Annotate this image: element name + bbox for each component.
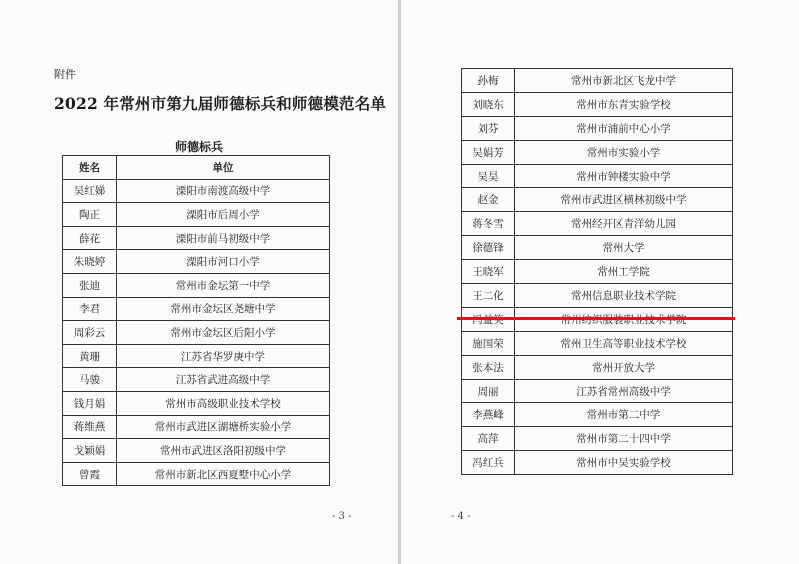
person-name: 陶正	[63, 203, 117, 227]
roster-table-left	[62, 155, 330, 486]
person-name: 张本法	[462, 355, 515, 379]
table-row	[462, 236, 733, 260]
table-row	[462, 188, 733, 212]
institution-name: 常州市中吴实验学校	[515, 451, 733, 475]
table-row	[63, 297, 330, 321]
institution-name: 常州大学	[515, 236, 733, 260]
institution-name: 常州市第二中学	[515, 403, 733, 427]
institution-name: 常州市东青实验学校	[515, 92, 733, 116]
person-name: 吴娟芳	[462, 140, 515, 164]
person-name: 李君	[63, 297, 117, 321]
table-row	[462, 116, 733, 140]
institution-name: 江苏省常州高级中学	[515, 379, 733, 403]
institution-name: 常州开放大学	[515, 355, 733, 379]
table-row	[462, 403, 733, 427]
table-row	[63, 226, 330, 250]
institution-name: 常州工学院	[515, 260, 733, 284]
person-name: 周彩云	[63, 321, 117, 345]
institution-name: 常州市第二十四中学	[515, 427, 733, 451]
table-row	[462, 164, 733, 188]
table-row	[63, 439, 330, 463]
institution-name: 常州市钟楼实验中学	[515, 164, 733, 188]
person-name: 王二化	[462, 284, 515, 308]
person-name: 蒋冬雪	[462, 212, 515, 236]
table-row	[462, 451, 733, 475]
person-name: 刘晓东	[462, 92, 515, 116]
institution-name: 溧阳市后周小学	[117, 203, 330, 227]
person-name: 钱月娟	[63, 391, 117, 415]
table-row	[462, 331, 733, 355]
institution-name: 常州市金坛区尧塘中学	[117, 297, 330, 321]
person-name: 薛花	[63, 226, 117, 250]
institution-name: 常州市实验小学	[515, 140, 733, 164]
institution-name: 常州卫生高等职业技术学校	[515, 331, 733, 355]
red-underline-highlight	[457, 317, 735, 320]
table-row	[63, 368, 330, 392]
header-unit: 单位	[117, 156, 330, 180]
table-row	[63, 415, 330, 439]
person-name: 高萍	[462, 427, 515, 451]
institution-name: 江苏省武进高级中学	[117, 368, 330, 392]
institution-name: 溧阳市南渡高级中学	[117, 179, 330, 203]
institution-name: 常州市金坛第一中学	[117, 273, 330, 297]
table-row	[462, 92, 733, 116]
person-name: 施国荣	[462, 331, 515, 355]
table-row	[462, 69, 733, 93]
document-page-right	[401, 0, 799, 564]
institution-name: 溧阳市前马初级中学	[117, 226, 330, 250]
person-name: 王晓军	[462, 260, 515, 284]
table-row	[63, 321, 330, 345]
person-name: 朱晓婷	[63, 250, 117, 274]
institution-name: 江苏省华罗庚中学	[117, 344, 330, 368]
institution-name: 常州市高级职业技术学校	[117, 391, 330, 415]
table-row	[462, 379, 733, 403]
person-name: 冯红兵	[462, 451, 515, 475]
table-row	[63, 344, 330, 368]
person-name: 蒋维燕	[63, 415, 117, 439]
person-name: 张迪	[63, 273, 117, 297]
institution-name: 溧阳市河口小学	[117, 250, 330, 274]
table-row	[462, 140, 733, 164]
table-row	[63, 203, 330, 227]
person-name: 孙梅	[462, 69, 515, 93]
section-title: 师德标兵	[175, 140, 224, 154]
table-row	[462, 260, 733, 284]
person-name: 赵金	[462, 188, 515, 212]
institution-name: 常州信息职业技术学院	[515, 284, 733, 308]
person-name: 马骏	[63, 368, 117, 392]
institution-name: 常州市武进区湖塘桥实验小学	[117, 415, 330, 439]
institution-name: 常州经开区青洋幼儿园	[515, 212, 733, 236]
table-row	[63, 179, 330, 203]
person-name: 吴昊	[462, 164, 515, 188]
person-name: 刘芬	[462, 116, 515, 140]
table-row	[462, 212, 733, 236]
table-header-row	[63, 156, 330, 180]
institution-name: 常州市浦前中心小学	[515, 116, 733, 140]
person-name: 徐德锋	[462, 236, 515, 260]
attachment-label: 附件	[54, 68, 76, 81]
table-row	[462, 427, 733, 451]
table-row	[63, 250, 330, 274]
person-name: 戈颖娟	[63, 439, 117, 463]
page-number: - 3 -	[332, 511, 352, 522]
table-row	[462, 355, 733, 379]
person-name: 周丽	[462, 379, 515, 403]
document-page-left	[0, 0, 398, 564]
header-name: 姓名	[63, 156, 117, 180]
institution-name: 常州市金坛区后阳小学	[117, 321, 330, 345]
person-name: 吴红娣	[63, 179, 117, 203]
institution-name: 常州市武进区洛阳初级中学	[117, 439, 330, 463]
institution-name: 常州市新北区西夏墅中心小学	[117, 462, 330, 486]
institution-name: 常州市武进区横林初级中学	[515, 188, 733, 212]
table-row	[63, 462, 330, 486]
page-number: - 4 -	[451, 511, 471, 522]
roster-table-right	[461, 68, 733, 475]
person-name: 李燕峰	[462, 403, 515, 427]
person-name: 黄珊	[63, 344, 117, 368]
document-title: 2022 年常州市第九届师德标兵和师德模范名单	[54, 94, 387, 113]
table-row	[63, 273, 330, 297]
institution-name: 常州市新北区飞龙中学	[515, 69, 733, 93]
table-row	[462, 284, 733, 308]
table-row	[63, 391, 330, 415]
person-name: 曾霞	[63, 462, 117, 486]
